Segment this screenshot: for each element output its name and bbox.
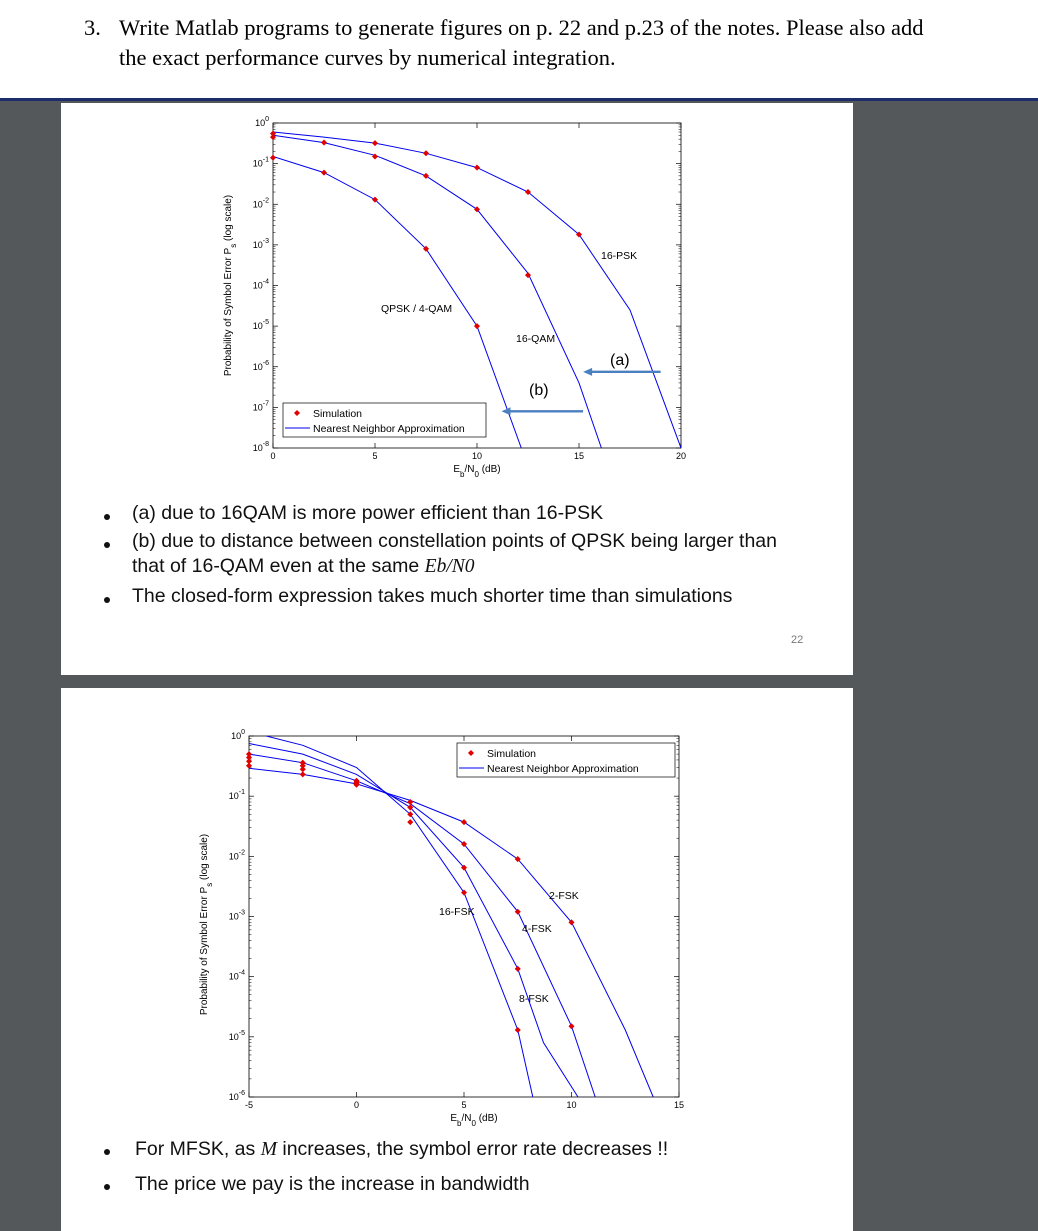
x-tick-label: 0 — [270, 451, 276, 461]
bullet-dot — [104, 1149, 110, 1155]
annotation-label: 4-FSK — [522, 923, 552, 935]
y-tick-label: $10^{-1}$ — [228, 789, 245, 802]
annotation-label: QPSK / 4-QAM — [381, 303, 453, 315]
y-tick-label: $10^{-2}$ — [228, 849, 245, 862]
problem-line-1: Write Matlab programs to generate figures on p. 22 and p.23 of the notes. Please also add — [119, 15, 924, 40]
ebn0-math: Eb/N0 — [424, 556, 475, 577]
bullet-mfsk — [135, 1138, 668, 1161]
page-number: 22 — [791, 634, 804, 646]
y-tick-label: $10^{-4}$ — [228, 969, 245, 982]
x-tick-label: 15 — [573, 451, 585, 461]
x-axis-title: $E_b/N_0$ (dB) — [453, 464, 501, 479]
bullet-mfsk-suffix: increases, the symbol error rate decreases !! — [276, 1138, 669, 1160]
y-tick-label: $10^{-6}$ — [228, 1090, 245, 1102]
annotation-label: 8-FSK — [519, 993, 549, 1005]
problem-line-2: the exact performance curves by numerical integration. — [119, 45, 616, 70]
x-tick-label: 15 — [673, 1100, 685, 1110]
y-tick-label: $10^0$ — [255, 116, 269, 128]
x-tick-label: -5 — [244, 1100, 254, 1110]
y-tick-label: $10^{-3}$ — [252, 237, 269, 250]
bullet-dot — [104, 1184, 110, 1190]
y-tick-label: $10^{-4}$ — [252, 278, 269, 291]
slide-23 — [61, 688, 853, 1231]
x-tick-label: 5 — [372, 451, 378, 461]
bullet-dot — [104, 514, 110, 520]
problem-number: 3. — [84, 15, 101, 40]
annotation-label: 16-FSK — [439, 906, 475, 918]
y-tick-label: $10^{-3}$ — [228, 909, 245, 922]
x-tick-label: 20 — [675, 451, 687, 461]
bullet-closed-form: The closed-form expression takes much shorter time than simulations — [132, 585, 733, 607]
y-tick-label: $10^{-5}$ — [228, 1029, 245, 1042]
bullet-dot — [104, 597, 110, 603]
problem-statement — [0, 0, 1038, 100]
y-tick-label: $10^{-1}$ — [252, 156, 269, 169]
bullet-a: (a) due to 16QAM is more power efficient than 16-PSK — [132, 502, 604, 524]
x-tick-label: 5 — [461, 1100, 467, 1110]
bullet-bandwidth: The price we pay is the increase in bandwidth — [135, 1173, 530, 1195]
bullet-mfsk-prefix: For MFSK, as — [135, 1138, 261, 1160]
annotation-label: (b) — [529, 382, 549, 399]
y-tick-label: $10^{-8}$ — [252, 441, 269, 453]
ser-chart-psk-qam — [61, 103, 853, 503]
m-math: M — [260, 1139, 277, 1160]
x-axis-title: $E_b/N_0$ (dB) — [450, 1113, 498, 1128]
legend-label-approx: Nearest Neighbor Approximation — [487, 763, 639, 775]
y-tick-label: $10^0$ — [231, 729, 245, 741]
bullet-dot — [104, 542, 110, 548]
y-axis-title: Probability of Symbol Error $P_s$ (log scale) — [223, 194, 238, 377]
x-tick-label: 10 — [471, 451, 483, 461]
annotation-label: 16-PSK — [601, 250, 638, 262]
legend-label-approx: Nearest Neighbor Approximation — [313, 423, 465, 435]
bullet-b-cont — [132, 555, 475, 578]
bullet-b: (b) due to distance between constellation points of QPSK being larger than — [132, 530, 777, 552]
legend-label-simulation: Simulation — [313, 408, 363, 420]
y-tick-label: $10^{-7}$ — [252, 400, 269, 413]
plot-frame — [273, 123, 681, 448]
annotation-label: 2-FSK — [549, 890, 579, 902]
y-tick-label: $10^{-6}$ — [252, 359, 269, 372]
y-tick-label: $10^{-2}$ — [252, 197, 269, 210]
x-tick-label: 10 — [566, 1100, 577, 1110]
bullet-b-cont-text: that of 16-QAM even at the same — [132, 555, 425, 577]
y-tick-label: $10^{-5}$ — [252, 319, 269, 332]
legend-label-simulation: Simulation — [487, 748, 537, 760]
ser-chart-mfsk — [61, 688, 853, 1128]
annotation-label: 16-QAM — [516, 333, 556, 345]
annotation-label: (a) — [610, 352, 630, 369]
x-tick-label: 0 — [353, 1100, 360, 1110]
slide-22 — [61, 103, 853, 675]
header-rule — [0, 98, 1038, 101]
y-axis-title: Probability of Symbol Error $P_s$ (log scale) — [199, 833, 214, 1016]
